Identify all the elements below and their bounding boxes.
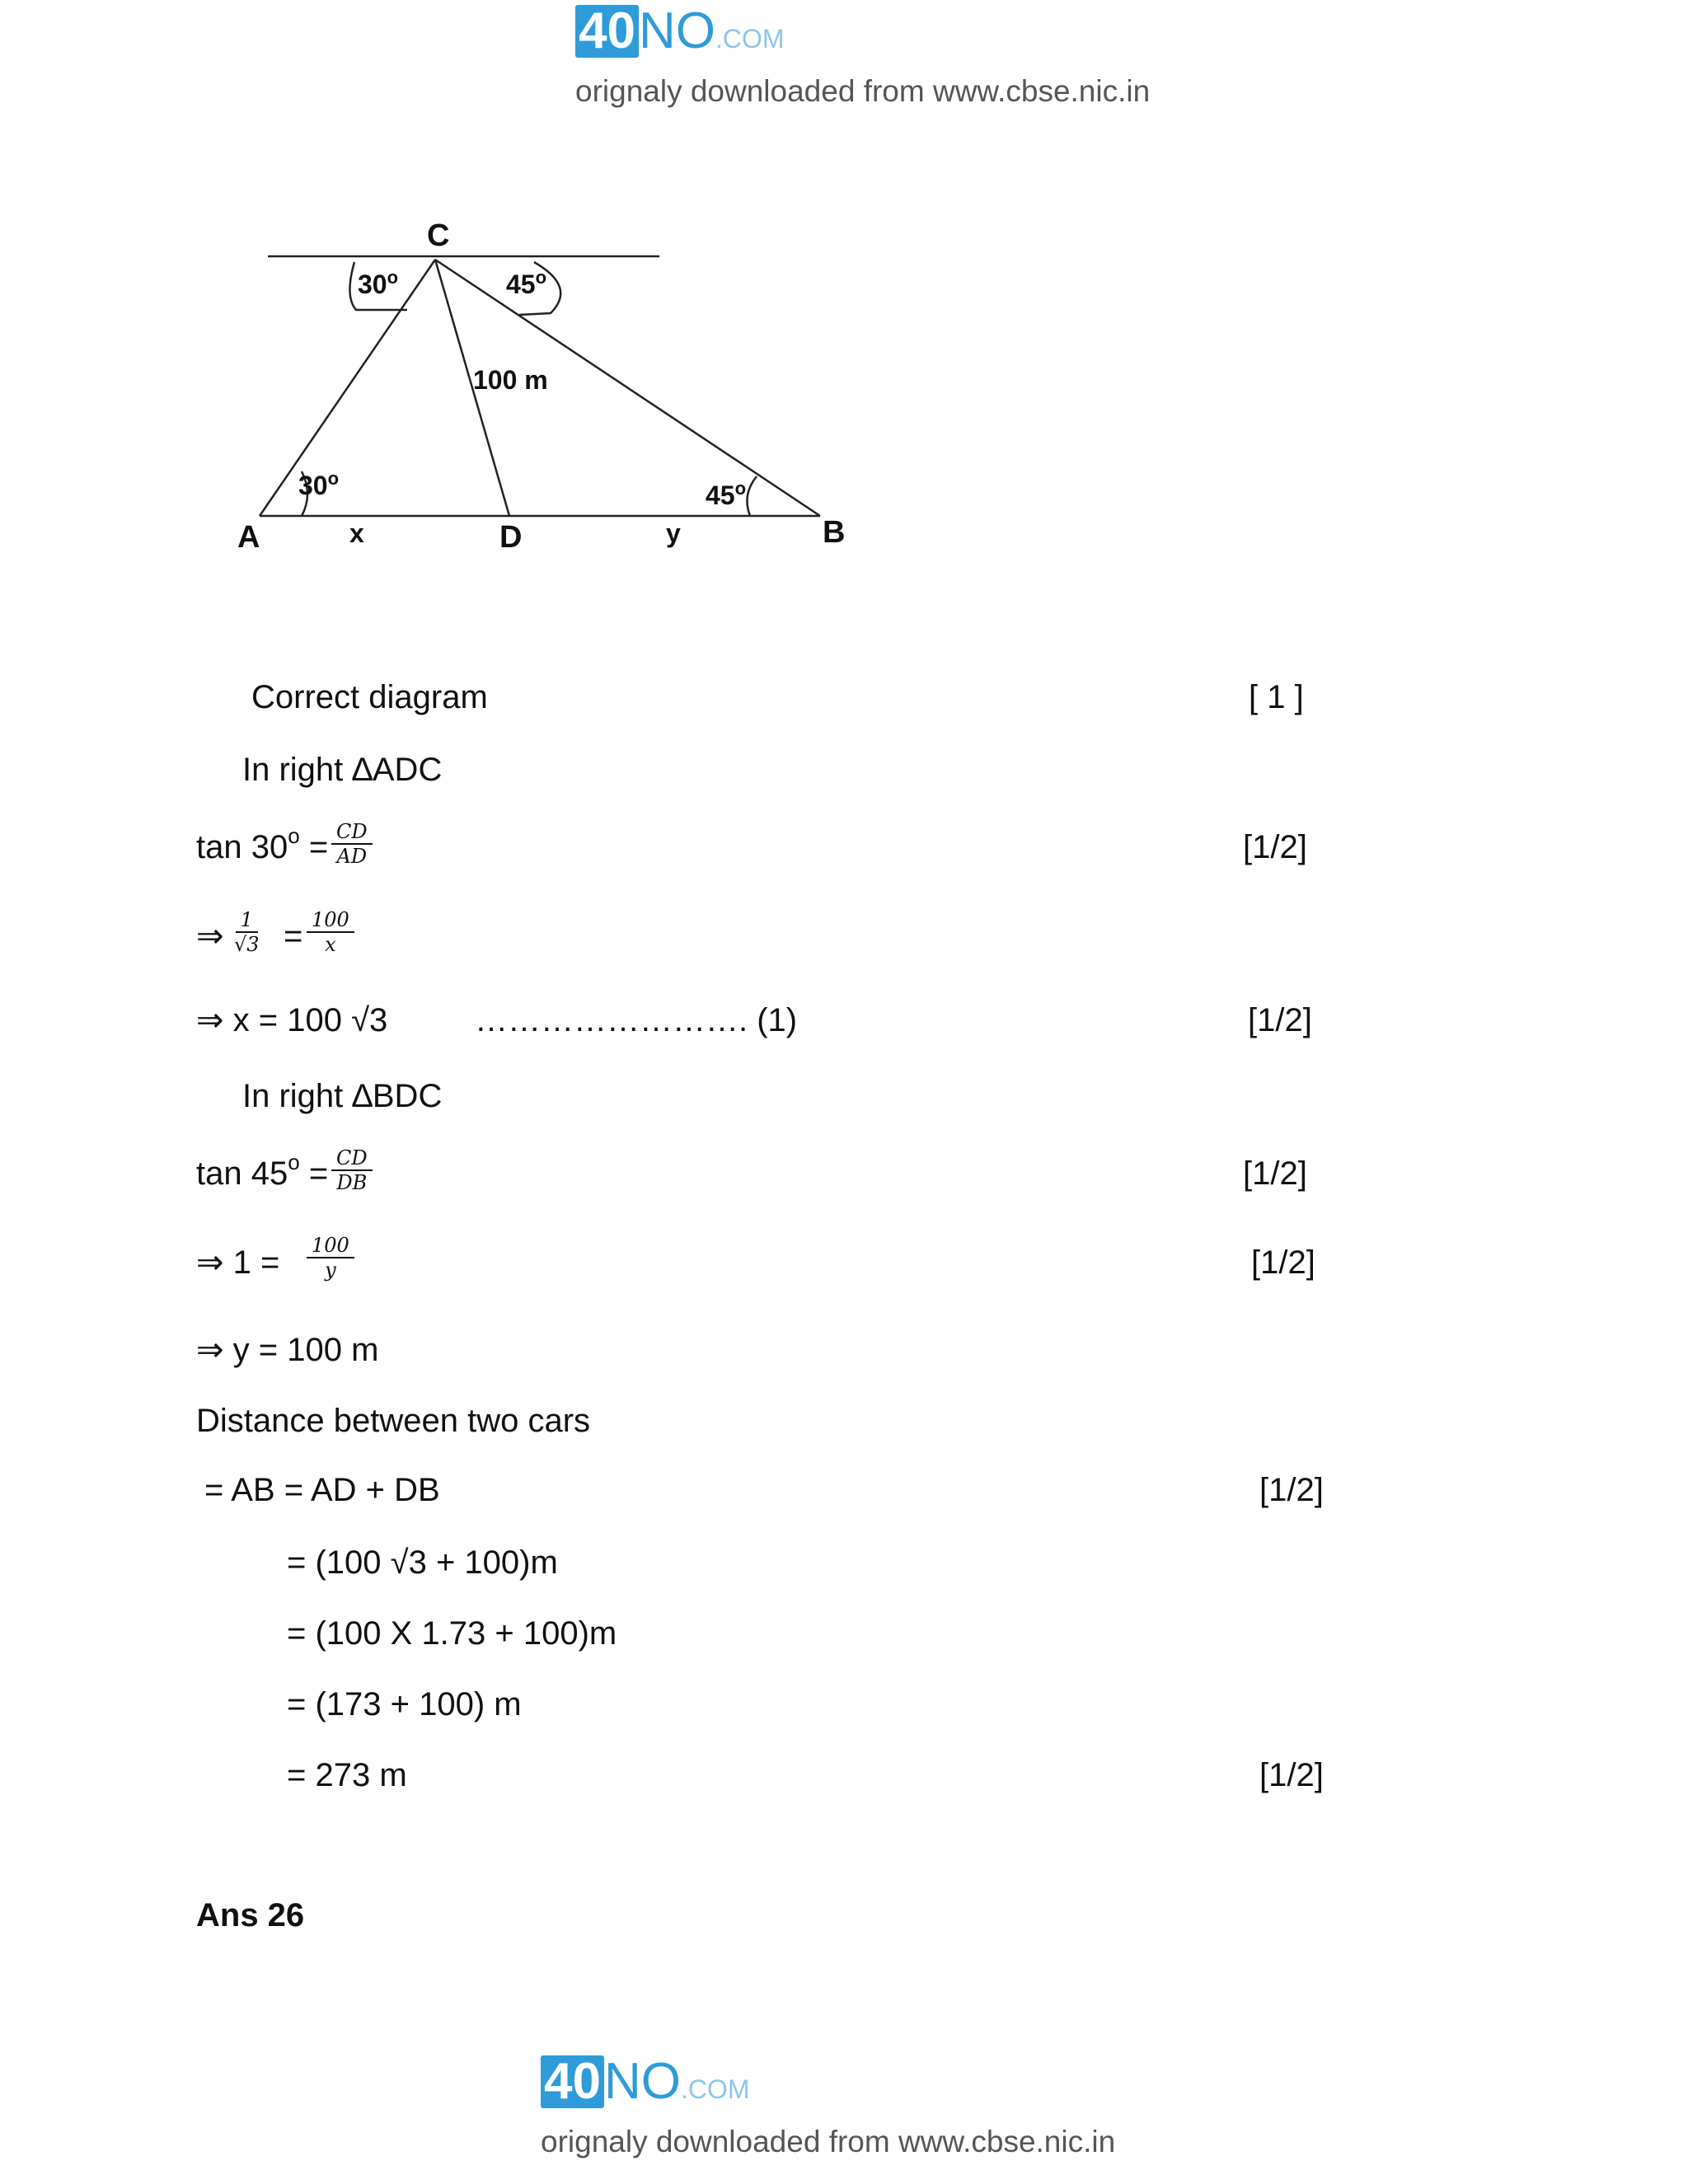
answer-heading: Ans 26 (196, 1897, 305, 1933)
fraction-cd-db: $\frac{CD}{DB}$ (331, 1146, 373, 1194)
fraction-1-root3: $\frac{1}{√3}$ (234, 908, 260, 956)
label-d: D (499, 520, 523, 555)
tan30-line: tan 30$^o$ = (196, 823, 329, 865)
dots-equation-1: ……………………. (1) (475, 1002, 798, 1038)
step-1: = (100 √3 + 100)m (287, 1544, 558, 1581)
mark-4: [1/2] (1243, 1155, 1307, 1192)
brand-tld: .COM (680, 2074, 750, 2104)
in-right-bdc: In right ∆BDC (242, 1078, 443, 1114)
footer-logo (541, 2055, 1115, 2160)
mark-7: [1/2] (1259, 1757, 1324, 1793)
mark-2: [1/2] (1243, 829, 1307, 865)
one-equals: ⇒ 1 = (196, 1244, 280, 1281)
step-4: = 273 m (287, 1757, 407, 1793)
x-result: ⇒ x = 100 √3 (196, 1002, 388, 1038)
angle-c-right: 45$^o$ (506, 267, 547, 299)
in-right-adc: In right ∆ADC (242, 752, 443, 788)
brand-mark: 40 (575, 5, 639, 58)
angle-a: 30$^o$ (298, 468, 340, 500)
ab-equation: = AB = AD + DB (204, 1472, 440, 1508)
brand-tld: .COM (715, 24, 785, 54)
brand-name: NO (638, 2, 715, 59)
label-x: x (349, 518, 364, 548)
angle-arc-b (747, 476, 757, 516)
fraction-100-x: $\frac{100}{x}$ (307, 908, 354, 956)
angle-b: 45$^o$ (706, 478, 747, 510)
distance-label: Distance between two cars (196, 1403, 591, 1439)
fraction-cd-ad: $\frac{CD}{AD}$ (331, 820, 373, 868)
fraction-100-y: $\frac{100}{y}$ (307, 1234, 354, 1282)
footer-subtitle: orignaly downloaded from www.cbse.nic.in (541, 2125, 1116, 2158)
step-3: = (173 + 100) m (287, 1686, 522, 1722)
brand-name: NO (603, 2053, 681, 2110)
label-b: B (823, 515, 846, 550)
step-2: = (100 X 1.73 + 100)m (287, 1615, 617, 1652)
label-c: C (427, 218, 450, 253)
mark-6: [1/2] (1259, 1472, 1324, 1508)
angle-c-left: 30$^o$ (358, 267, 399, 299)
header-subtitle: orignaly downloaded from www.cbse.nic.in (575, 74, 1151, 108)
label-a: A (237, 520, 260, 555)
geometry-diagram (0, 0, 1688, 593)
label-cd: 100 m (473, 365, 548, 395)
tan45-line: tan 45$^o$ = (196, 1150, 329, 1192)
mark-5: [1/2] (1251, 1244, 1315, 1281)
implies-1: ⇒ (196, 918, 224, 954)
correct-diagram-label: Correct diagram (251, 679, 488, 715)
mark-3: [1/2] (1248, 1002, 1312, 1038)
equals-1: = (284, 918, 303, 954)
brand-mark: 40 (541, 2055, 604, 2108)
y-result: ⇒ y = 100 m (196, 1332, 379, 1368)
mark-1: [ 1 ] (1249, 679, 1304, 715)
line-ca (260, 260, 435, 516)
label-y: y (666, 518, 681, 548)
